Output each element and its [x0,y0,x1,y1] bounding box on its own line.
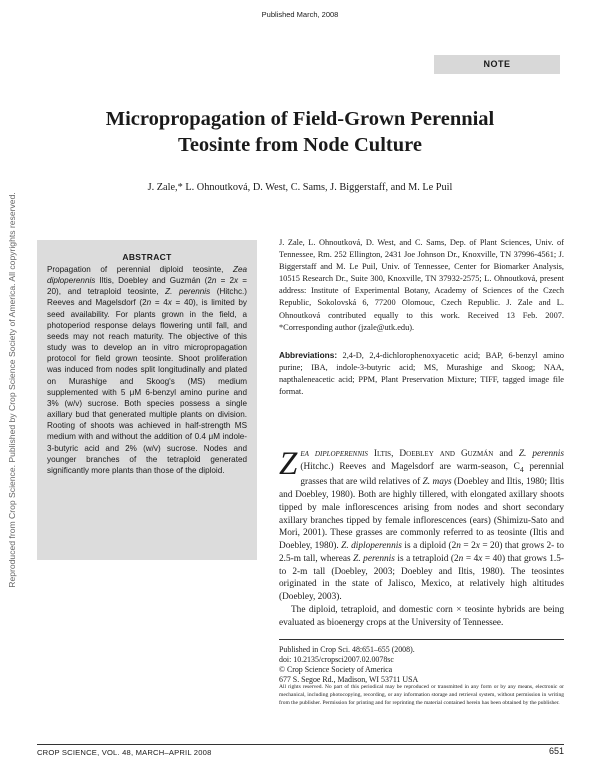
body-paragraph: Zea diploperennis Iltis, Doebley and Guzmán and Z. perennis (Hitchc.) Reeves and Magelsdorf are warm-season, $C_4$ perennial grasses that are wild relatives of Z. mays (Doebley and Iltis, 1980; Iltis and Doebley, 1980). Both are highly tillered, with elongated axillary shoots tipped by male inflorescences arising from nodes and short secondary axillary branches tipped by female inflorescences (ears) (Shimizu-Sato and Mori, 2001). These grasses are commonly referred to as teosinte (Iltis and Doebley, 1980). Z. diploperennis is a diploid (2n = 2x = 20) that grows 2- to 2.5-m tall, whereas Z. perennis is a tetraploid (2n = 4x = 40) that grows 1.5- to 2-m tall (Doebley, 2003; Doebley and Iltis, 1980). The teosintes originated in the state of Jalisco, Mexico, at relatively high altitudes (Doebley, 2003). [279,446,565,603]
abbreviations-text: 2,4-D, 2,4-dichlorophenoxyacetic acid; BAP, 6-benzyl amino purine; IBA, indole-3-butyric acid; MS, Murashige and Skoog; NAA, napthaleneacetic acid; PPM, Plant Preservation Mixture; TIFF, tagged image file format. [279,351,564,397]
abstract-text: Propagation of perennial diploid teosinte, Zea diploperennis Iltis, Doebley and Guzmán (2n = 2x = 20), and tetraploid teosinte, Z. perennis (Hitchc.) Reeves and Magelsdorf (2n = 4x = 40), is limited by seed availability. For plants grown in the field, a photoperiod response delays flowering until fall, and seeds may not reach maturity. The objective of this study was to develop an in vitro micropropagation protocol for field grown teosinte. Shoot proliferation was induced from nodes split longitudinally and plated on Murashige and Skoog's (MS) medium supplemented with 5 μM 6-benzyl amino purine and 3% (w/v) sucrose. Both species possess a single axillary bud that generated multiple plants on division. Rooting of shoots was achieved in half-strength MS medium with and without the addition of 0.4 μM indole-3-butyric acid and 2% (w/v) sucrose. Nodes and younger branches of the tetraploid generated significantly more plants than those of the diploid. [47,265,248,475]
article-title-line2: Teosinte from Node Culture [178,134,422,156]
footer-divider [37,744,564,745]
abbreviations [279,349,564,398]
page-number: 651 [548,746,564,756]
body-text [279,448,564,629]
corresponding-author: *Corresponding author (jzale@utk.edu). [279,322,415,332]
publication-info [279,639,564,685]
publisher-address: 677 S. Segoe Rd., Madison, WI 53711 USA [279,675,419,685]
published-date: Published March, 2008 [261,10,339,19]
drop-cap: Z [279,446,298,482]
abbreviations-label: Abbreviations: [279,350,338,360]
author-affiliations: J. Zale, L. Ohnoutková, D. West, and C. Sams, Dep. of Plant Sciences, Univ. of Tennessee, Rm. 252 Ellington, 2431 Joe Johnson Dr., Knoxville, TN 37996-4561; J. Biggerstaff and M. Le Puil, Univ. of Tennessee, Center for Biomarker Analysis, 10515 Research Dr., Suite 300, Knoxville, TN 37932-2575; L. Ohnoutková, present address: Institute of Experimental Botany, Academy of Sciences of the Czech Republic, Sokolovská 6, 77200 Olomouc, Czech Republic. J. Zale and L. Ohnoutková contributed equally to this work. Received 13 Feb. 2007. *Corresponding author (jzale@utk.edu). [279,238,564,332]
copyright-sidebar [3,160,21,620]
abstract-heading: ABSTRACT [122,252,172,262]
article-title-line1: Micropropagation of Field-Grown Perennial [105,108,495,130]
article-title [40,106,560,158]
rights-notice: All rights reserved. No part of this periodical may be reproduced or transmitted in any form or by any means, electronic or mechanical, including photocopying, recording, or any information storage and retrieval system, without permission in writing from the publisher. Permission for printing and for reprinting the material contained herein has been obtained by the publisher. [279,684,564,706]
abstract-box [37,240,257,560]
body-paragraph: The diploid, tetraploid, and domestic corn × teosinte hybrids are being evaluated as bioenergy crops at the University of Tennessee. [279,604,564,628]
note-label: NOTE [434,55,560,74]
citation: Published in Crop Sci. 48:651–655 (2008). [279,645,415,654]
doi: doi: 10.2135/cropsci2007.02.0078sc [279,655,394,665]
copyright-sidebar-text: Reproduced from Crop Science. Published by Crop Science Society of America. All copyrights reserved. [7,192,17,588]
copyright-holder: © Crop Science Society of America [279,665,393,675]
author-list: J. Zale,* L. Ohnoutková, D. West, C. Sams, J. Biggerstaff, and M. Le Puil [147,182,453,193]
journal-footer: CROP SCIENCE, VOL. 48, MARCH–APRIL 2008 [37,748,212,757]
